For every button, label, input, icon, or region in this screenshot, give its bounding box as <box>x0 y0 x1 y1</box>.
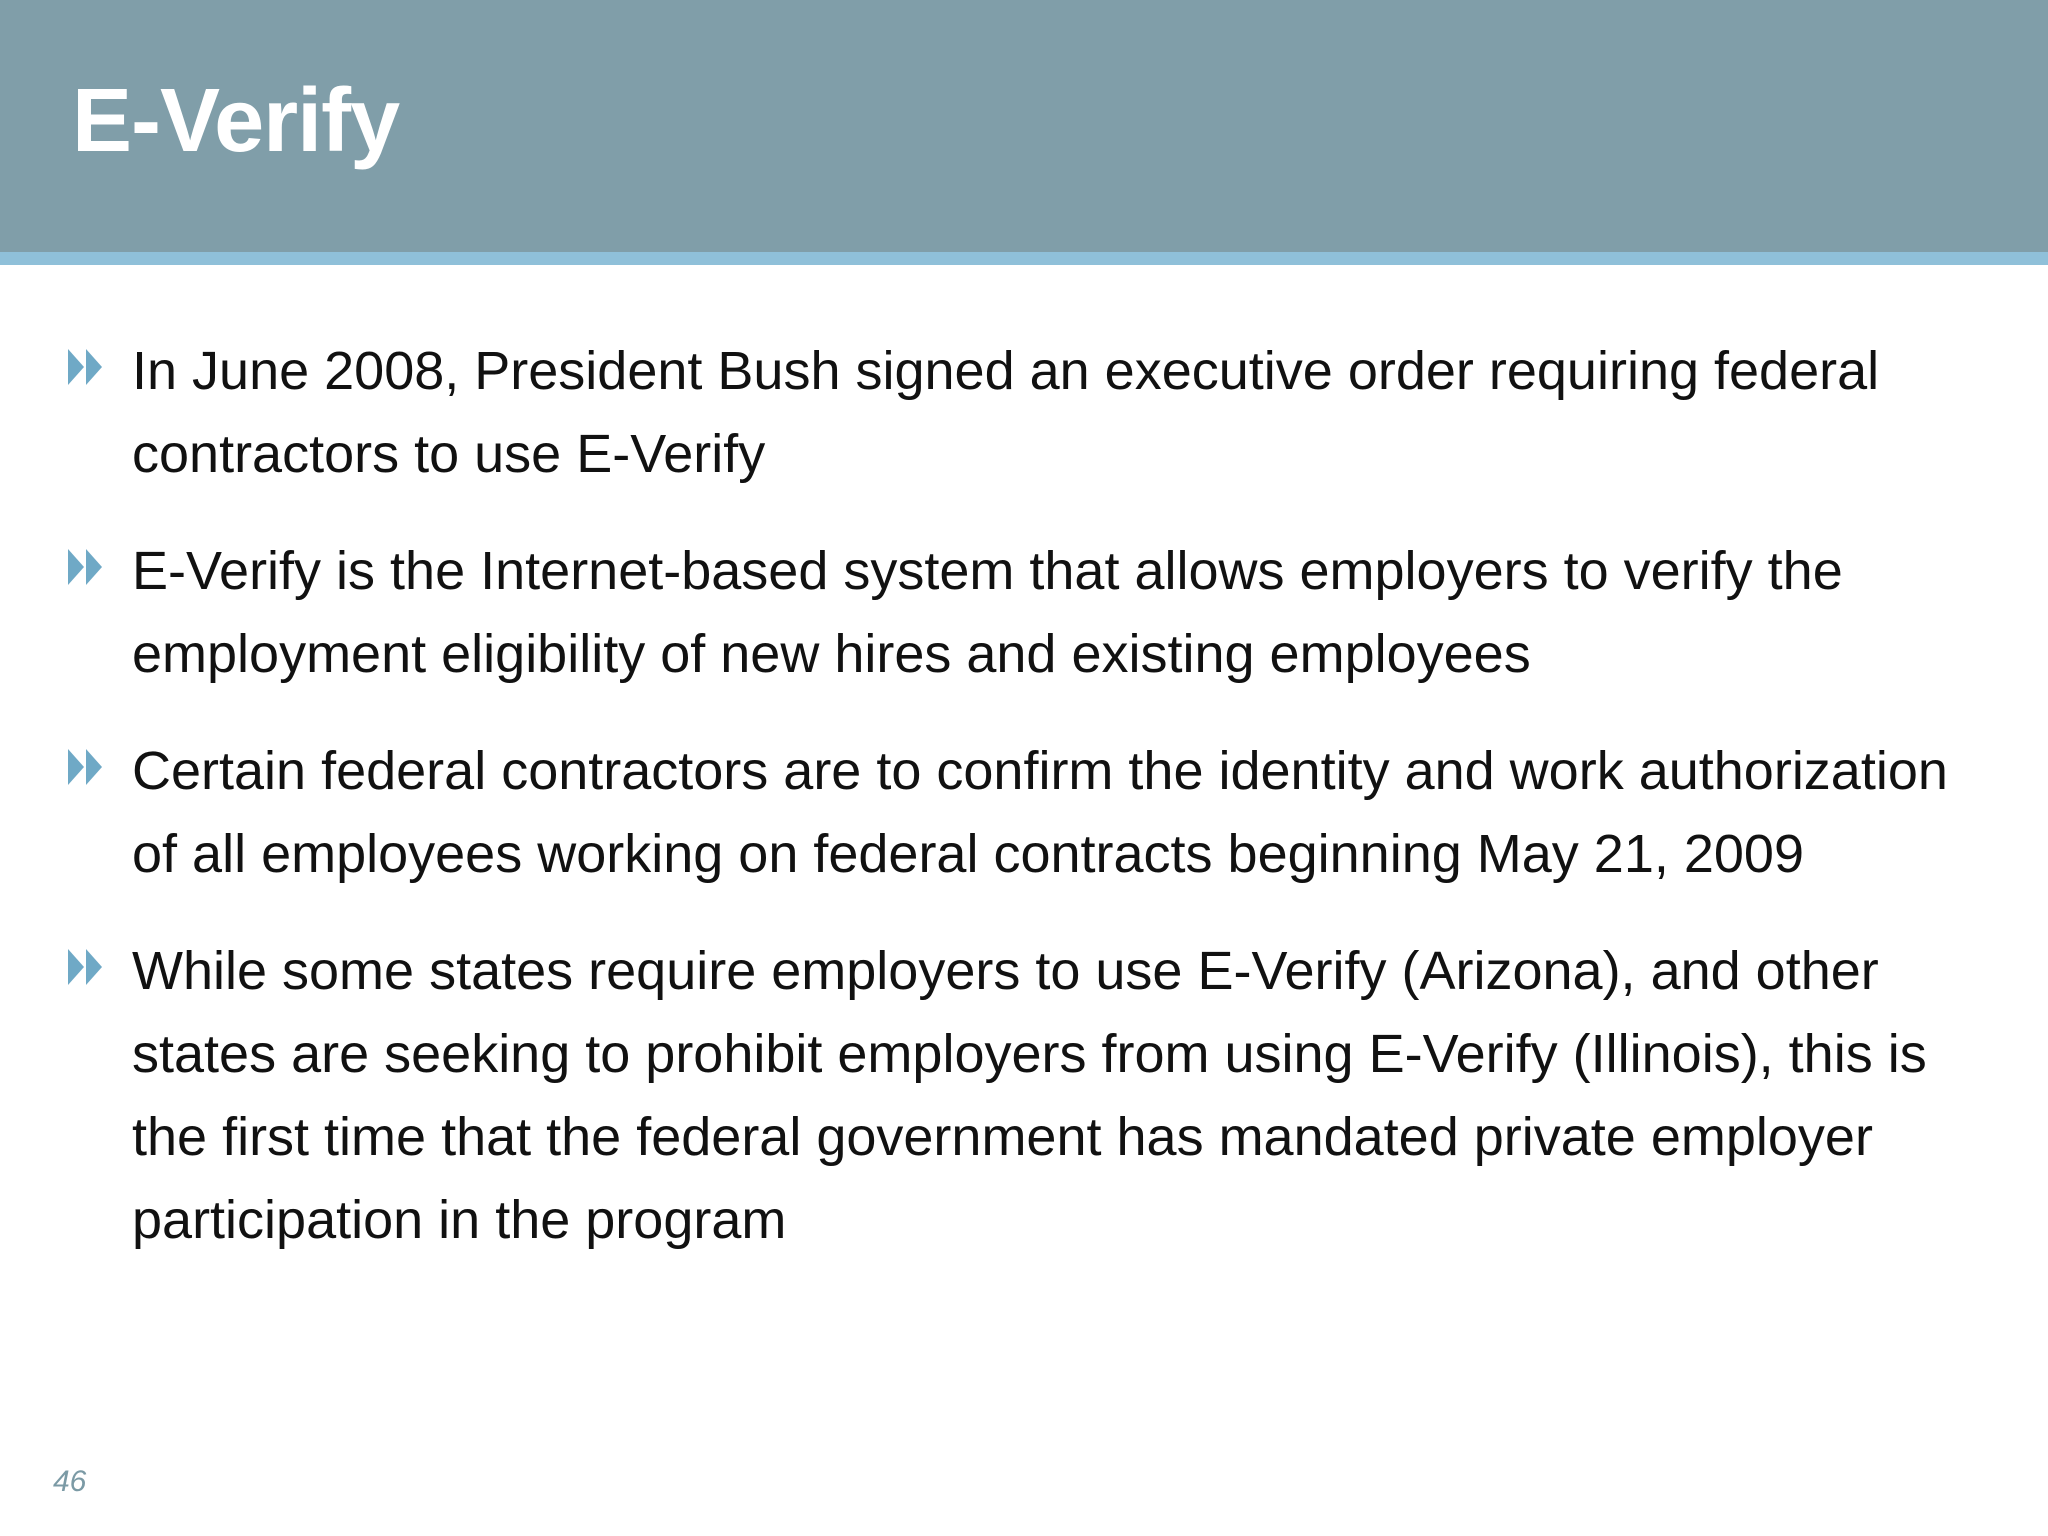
bullet-text: In June 2008, President Bush signed an executive order requiring federal contractors to use E-Verify <box>132 341 1880 484</box>
bullet-text: E-Verify is the Internet-based system that allows employers to verify the employment eligibility of new hires and existing employees <box>132 541 1843 684</box>
double-chevron-right-icon <box>66 347 106 387</box>
slide-title: E-Verify <box>72 71 400 171</box>
bullet-item <box>66 730 2001 896</box>
bullet-list <box>66 330 2001 1296</box>
title-underline <box>0 252 2048 265</box>
bullet-item <box>66 330 2001 496</box>
double-chevron-right-icon <box>66 947 106 987</box>
bullet-text: Certain federal contractors are to confirm the identity and work authorization of all employees working on federal contracts beginning May 21, 2009 <box>132 741 1948 884</box>
bullet-item <box>66 530 2001 696</box>
double-chevron-right-icon <box>66 547 106 587</box>
bullet-text: While some states require employers to use E-Verify (Arizona), and other states are seeking to prohibit employers from using E-Verify (Illinois), this is the first time that the federal government has mandated private employer participation in the program <box>132 941 1927 1250</box>
bullet-item <box>66 930 2001 1262</box>
double-chevron-right-icon <box>66 747 106 787</box>
page-number: 46 <box>53 1465 87 1498</box>
